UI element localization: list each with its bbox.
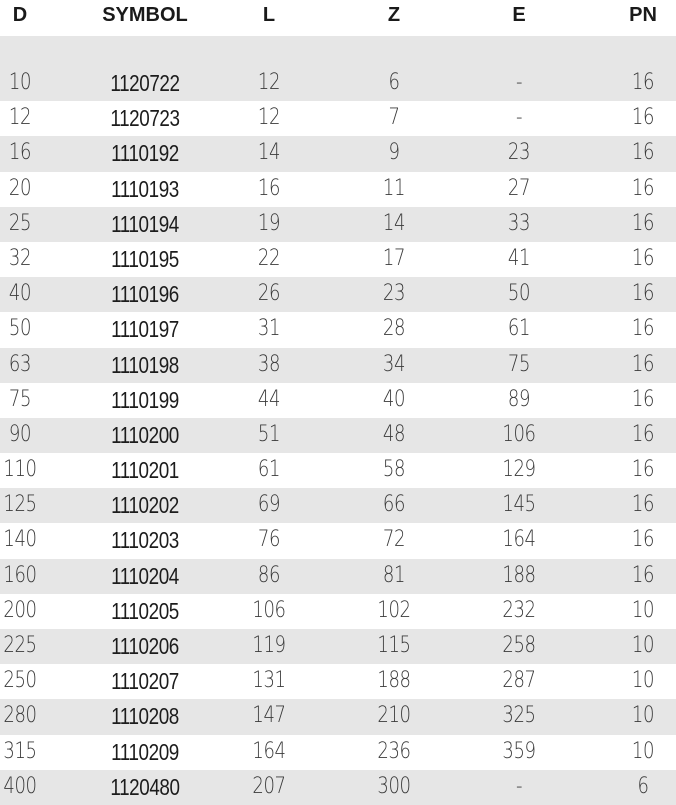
cell-pn: 16 — [631, 316, 655, 342]
cell-l: 51 — [257, 421, 281, 447]
cell-symbol: 1110205 — [111, 597, 179, 624]
table-row — [0, 383, 676, 418]
cell-l: 61 — [257, 457, 281, 483]
cell-e: 50 — [507, 281, 531, 307]
cell-e: 41 — [507, 245, 531, 271]
cell-d: 50 — [8, 316, 32, 342]
table-row — [0, 172, 676, 207]
table-header — [0, 0, 676, 36]
cell-pn: 16 — [631, 386, 655, 412]
table-row — [0, 136, 676, 171]
cell-l: 16 — [257, 175, 281, 201]
cell-l: 38 — [257, 351, 281, 377]
table-row — [0, 629, 676, 664]
cell-pn: 16 — [631, 245, 655, 271]
cell-symbol: 1110195 — [111, 245, 179, 272]
cell-pn: 10 — [631, 703, 655, 729]
cell-z: 23 — [382, 281, 406, 307]
cell-l: 207 — [252, 773, 286, 799]
cell-symbol: 1110208 — [111, 703, 179, 730]
cell-symbol: 1110192 — [111, 140, 179, 167]
cell-l: 86 — [257, 562, 281, 588]
table-row — [0, 207, 676, 242]
cell-e: 106 — [502, 421, 536, 447]
table-row — [0, 453, 676, 488]
cell-pn: 10 — [631, 633, 655, 658]
table-row — [0, 418, 676, 453]
table-row — [0, 735, 676, 770]
cell-symbol: 1110194 — [111, 210, 179, 237]
cell-e: 232 — [502, 597, 536, 623]
cell-pn: 16 — [631, 421, 655, 447]
table-row — [0, 770, 676, 805]
cell-z: 58 — [382, 457, 406, 483]
cell-e: 188 — [502, 562, 536, 588]
cell-e: 325 — [502, 703, 536, 729]
cell-e: 359 — [502, 738, 536, 764]
cell-d: 315 — [3, 738, 37, 764]
cell-z: 72 — [382, 527, 406, 553]
cell-l: 12 — [257, 70, 281, 95]
cell-e: 89 — [507, 386, 531, 412]
cell-z: 102 — [377, 597, 411, 623]
cell-pn: 16 — [631, 210, 655, 236]
table-body — [0, 66, 676, 805]
cell-l: 22 — [257, 245, 281, 271]
cell-symbol: 1110209 — [111, 738, 179, 765]
table-row — [0, 523, 676, 558]
cell-l: 19 — [257, 210, 281, 236]
table-row — [0, 242, 676, 277]
cell-l: 69 — [257, 492, 281, 518]
cell-d: 90 — [8, 421, 32, 447]
cell-l: 26 — [257, 281, 281, 307]
cell-e: 27 — [507, 175, 531, 201]
cell-z: 11 — [382, 175, 406, 201]
cell-pn: 16 — [631, 351, 655, 377]
cell-d: 280 — [3, 703, 37, 729]
column-header-symbol: SYMBOL — [102, 4, 188, 26]
table-row — [0, 277, 676, 312]
cell-l: 106 — [252, 597, 286, 623]
cell-symbol: 1110207 — [111, 668, 179, 695]
cell-e: 287 — [502, 668, 536, 694]
cell-d: 200 — [3, 597, 37, 623]
cell-d: 32 — [8, 245, 32, 271]
cell-e: - — [515, 105, 523, 131]
cell-symbol: 1110203 — [111, 527, 179, 554]
cell-pn: 10 — [631, 738, 655, 764]
cell-d: 400 — [3, 773, 37, 799]
cell-z: 115 — [377, 633, 411, 658]
cell-pn: 16 — [631, 70, 655, 95]
cell-z: 14 — [382, 210, 406, 236]
cell-d: 16 — [8, 140, 32, 166]
cell-l: 147 — [252, 703, 286, 729]
table-row — [0, 594, 676, 629]
cell-pn: 6 — [637, 773, 649, 799]
table-row — [0, 348, 676, 383]
cell-d: 110 — [3, 457, 37, 483]
cell-symbol: 1110200 — [111, 421, 179, 448]
cell-pn: 16 — [631, 562, 655, 588]
cell-l: 119 — [252, 633, 286, 658]
table-row — [0, 664, 676, 699]
cell-d: 63 — [8, 351, 32, 377]
cell-d: 160 — [3, 562, 37, 588]
cell-pn: 16 — [631, 527, 655, 553]
cell-d: 250 — [3, 668, 37, 694]
cell-d: 25 — [8, 210, 32, 236]
cell-z: 7 — [388, 105, 400, 131]
cell-symbol: 1110198 — [111, 351, 179, 378]
cell-z: 236 — [377, 738, 411, 764]
cell-pn: 10 — [631, 668, 655, 694]
cell-d: 125 — [3, 492, 37, 518]
cell-l: 44 — [257, 386, 281, 412]
column-header-e: E — [512, 4, 526, 26]
cell-z: 34 — [382, 351, 406, 377]
cell-pn: 16 — [631, 457, 655, 483]
cell-z: 81 — [382, 562, 406, 588]
cell-symbol: 1110196 — [111, 281, 179, 308]
cell-z: 6 — [388, 70, 400, 95]
cell-l: 14 — [257, 140, 281, 166]
cell-d: 20 — [8, 175, 32, 201]
column-header-z: Z — [387, 4, 401, 26]
cell-e: 145 — [502, 492, 536, 518]
table-row — [0, 66, 676, 101]
cell-z: 48 — [382, 421, 406, 447]
cell-d: 140 — [3, 527, 37, 553]
cell-e: 23 — [507, 140, 531, 166]
table-row — [0, 312, 676, 347]
cell-pn: 16 — [631, 140, 655, 166]
cell-symbol: 1110202 — [111, 492, 179, 519]
cell-e: 75 — [507, 351, 531, 377]
cell-e: - — [515, 773, 523, 799]
cell-z: 40 — [382, 386, 406, 412]
cell-l: 12 — [257, 105, 281, 131]
header-spacer — [0, 36, 676, 66]
cell-z: 28 — [382, 316, 406, 342]
cell-e: 258 — [502, 633, 536, 658]
cell-e: 164 — [502, 527, 536, 553]
table-row — [0, 559, 676, 594]
cell-symbol: 1120723 — [110, 105, 180, 132]
cell-symbol: 1110201 — [111, 457, 179, 484]
cell-e: 61 — [507, 316, 531, 342]
cell-pn: 16 — [631, 492, 655, 518]
cell-z: 9 — [388, 140, 400, 166]
cell-z: 188 — [377, 668, 411, 694]
cell-symbol: 1110204 — [111, 562, 179, 589]
column-header-pn: PN — [629, 4, 657, 26]
cell-e: - — [515, 70, 523, 95]
cell-symbol: 1110197 — [111, 316, 179, 343]
table-row — [0, 488, 676, 523]
cell-d: 40 — [8, 281, 32, 307]
cell-pn: 16 — [631, 281, 655, 307]
cell-pn: 16 — [631, 105, 655, 131]
column-header-d: D — [12, 4, 28, 26]
cell-l: 31 — [257, 316, 281, 342]
cell-z: 300 — [377, 773, 411, 799]
cell-symbol: 1120722 — [110, 70, 180, 96]
cell-pn: 16 — [631, 175, 655, 201]
cell-z: 210 — [377, 703, 411, 729]
cell-l: 76 — [257, 527, 281, 553]
cell-symbol: 1110193 — [111, 175, 179, 202]
cell-symbol: 1110199 — [111, 386, 179, 413]
cell-d: 10 — [8, 70, 32, 95]
cell-symbol: 1120480 — [110, 773, 180, 800]
column-header-l: L — [262, 4, 276, 26]
cell-l: 131 — [252, 668, 286, 694]
cell-l: 164 — [252, 738, 286, 764]
cell-d: 75 — [8, 386, 32, 412]
cell-e: 129 — [502, 457, 536, 483]
table-row — [0, 101, 676, 136]
cell-d: 225 — [3, 633, 37, 658]
cell-d: 12 — [8, 105, 32, 131]
table-row — [0, 699, 676, 734]
cell-pn: 10 — [631, 597, 655, 623]
cell-symbol: 1110206 — [111, 633, 179, 659]
cell-z: 17 — [382, 245, 406, 271]
cell-e: 33 — [507, 210, 531, 236]
cell-z: 66 — [382, 492, 406, 518]
